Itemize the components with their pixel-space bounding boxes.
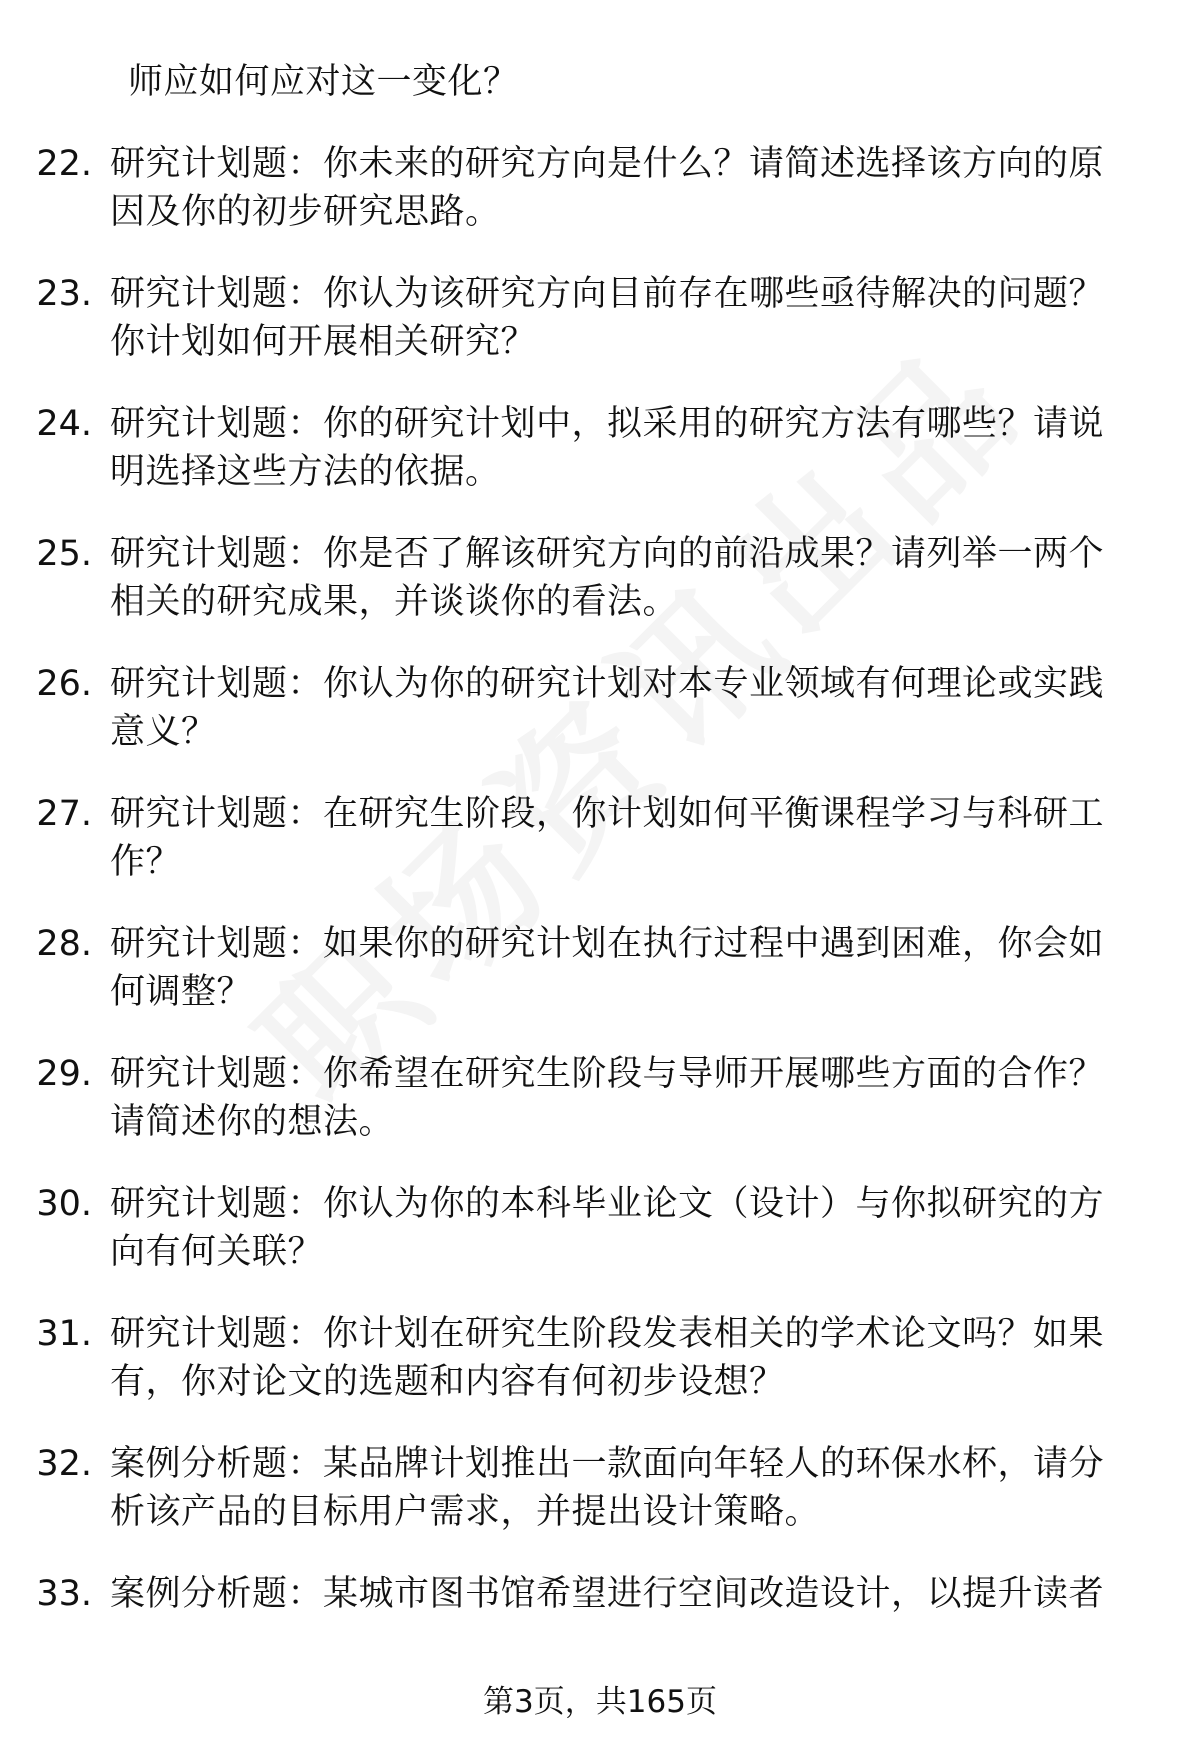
item-text: 研究计划题：你是否了解该研究方向的前沿成果？请列举一两个相关的研究成果，并谈谈你的看法。	[110, 534, 1105, 622]
item-number: 31.	[36, 1314, 92, 1354]
item-text: 研究计划题：你希望在研究生阶段与导师开展哪些方面的合作？请简述你的想法。	[110, 1054, 1105, 1142]
list-item	[0, 1570, 1200, 1618]
list-item	[0, 1050, 1200, 1146]
item-number: 28.	[36, 924, 92, 964]
item-number: 33.	[36, 1574, 92, 1614]
list-item	[0, 400, 1200, 496]
item-text: 研究计划题：你认为你的研究计划对本专业领域有何理论或实践意义？	[110, 664, 1105, 752]
item-number: 30.	[36, 1184, 92, 1224]
list-item	[0, 790, 1200, 886]
item-number: 26.	[36, 664, 92, 704]
list-item	[0, 660, 1200, 756]
continued-text: 师应如何应对这一变化？	[128, 62, 519, 102]
item-text: 案例分析题：某城市图书馆希望进行空间改造设计，以提升读者	[110, 1574, 1105, 1614]
item-text: 案例分析题：某品牌计划推出一款面向年轻人的环保水杯，请分析该产品的目标用户需求，并提出设计策略。	[110, 1444, 1105, 1532]
item-text: 研究计划题：你认为你的本科毕业论文（设计）与你拟研究的方向有何关联？	[110, 1184, 1105, 1272]
list-item	[0, 920, 1200, 1016]
item-number: 24.	[36, 404, 92, 444]
item-number: 22.	[36, 144, 92, 184]
continued-paragraph	[0, 58, 1200, 106]
question-list	[0, 58, 1200, 1652]
list-item	[0, 1310, 1200, 1406]
item-text: 研究计划题：你计划在研究生阶段发表相关的学术论文吗？如果有，你对论文的选题和内容有何初步设想？	[110, 1314, 1105, 1402]
list-item	[0, 1440, 1200, 1536]
item-text: 研究计划题：你认为该研究方向目前存在哪些亟待解决的问题？你计划如何开展相关研究？	[110, 274, 1105, 362]
list-item	[0, 140, 1200, 236]
item-text: 研究计划题：你未来的研究方向是什么？请简述选择该方向的原因及你的初步研究思路。	[110, 144, 1105, 232]
item-number: 29.	[36, 1054, 92, 1094]
page-footer: 第3页，共165页	[483, 1684, 717, 1720]
list-item	[0, 1180, 1200, 1276]
item-text: 研究计划题：你的研究计划中，拟采用的研究方法有哪些？请说明选择这些方法的依据。	[110, 404, 1105, 492]
item-number: 27.	[36, 794, 92, 834]
item-text: 研究计划题：在研究生阶段，你计划如何平衡课程学习与科研工作？	[110, 794, 1105, 882]
item-text: 研究计划题：如果你的研究计划在执行过程中遇到困难，你会如何调整？	[110, 924, 1105, 1012]
item-number: 32.	[36, 1444, 92, 1484]
list-item	[0, 530, 1200, 626]
item-number: 23.	[36, 274, 92, 314]
item-number: 25.	[36, 534, 92, 574]
list-item	[0, 270, 1200, 366]
